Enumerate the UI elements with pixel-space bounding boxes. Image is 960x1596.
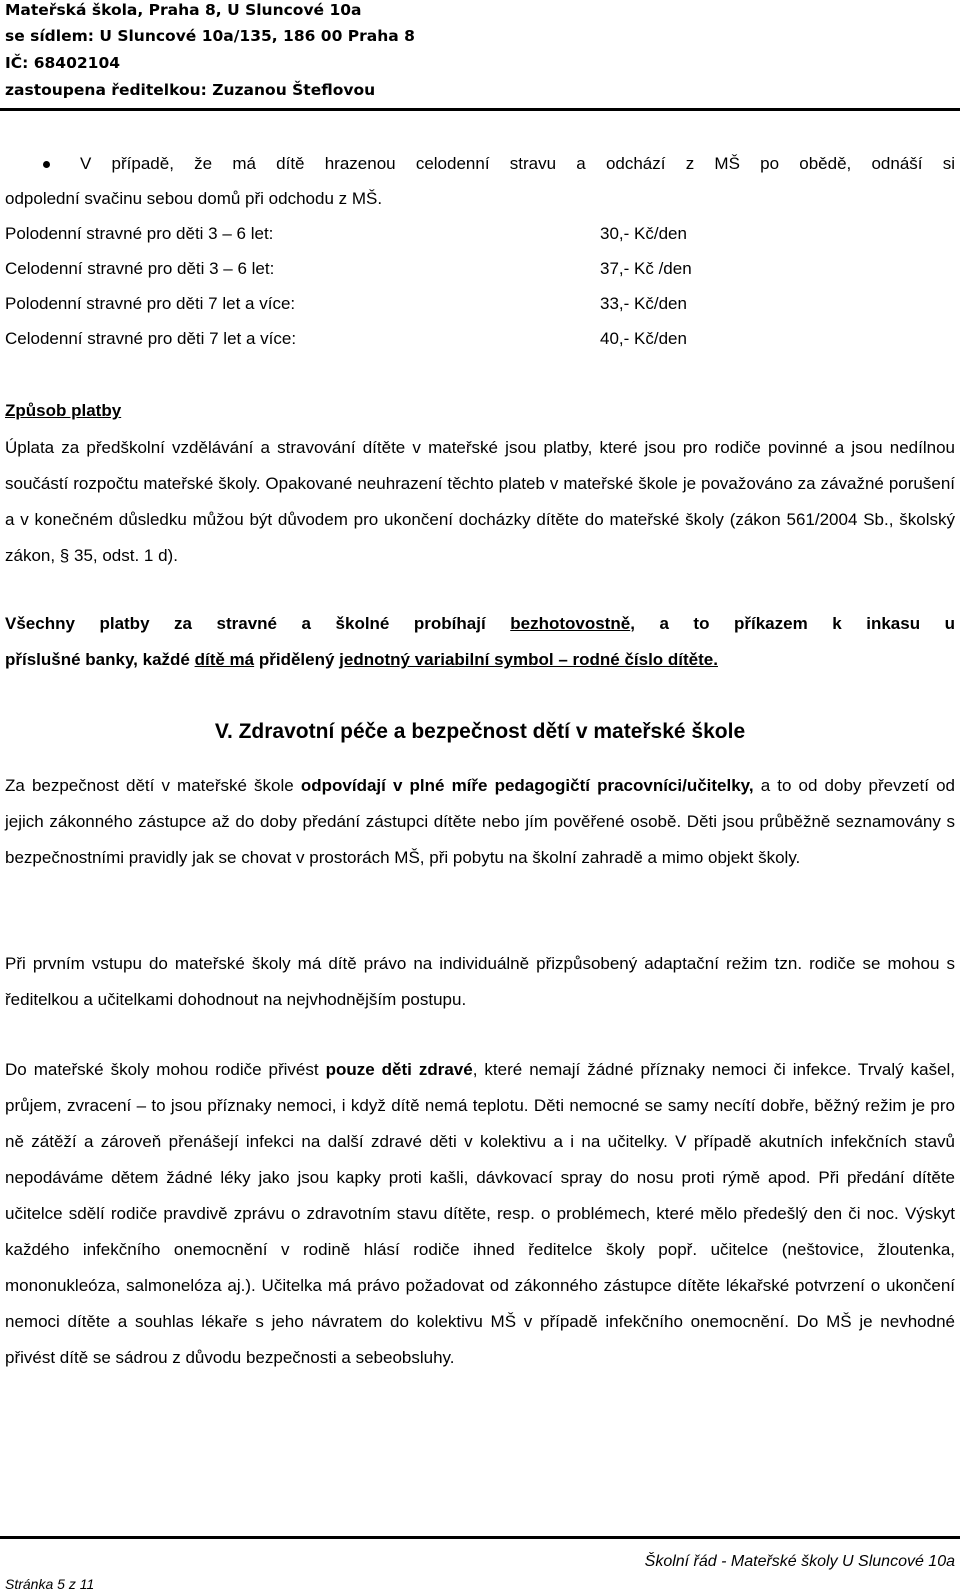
school-address: se sídlem: U Sluncové 10a/135, 186 00 Praha 8 — [5, 27, 415, 45]
bullet-dot-icon — [43, 161, 50, 168]
payment-all-line-1: Všechny platby za stravné a školné probíhají bezhotovostně, a to příkazem k inkasu u — [5, 614, 955, 633]
footer-page-number: Stránka 5 z 11 — [5, 1576, 95, 1592]
safety-paragraph: Za bezpečnost dětí v mateřské škole odpovídají v plné míře pedagogičtí pracovníci/učitelky, a to od doby převzetí od jejich zákonného zástupce až do doby předání zástupci dítěte nebo jím pověřené osobě. Děti jsou průběžně seznamovány s bezpečnostními pravidly jak se chovat v prostorách MŠ, při pobytu na školní zahradě a mimo objekt školy. — [5, 776, 956, 867]
header-divider — [0, 108, 960, 111]
footer-document-name: Školní řád - Mateřské školy U Sluncové 10a — [644, 1553, 955, 1570]
payment-heading: Způsob platby — [5, 401, 122, 420]
fee-value: 40,- Kč/den — [600, 329, 687, 348]
bullet-line-1: V případě, že má dítě hrazenou celodenní stravu a odchází z MŠ po obědě, odnáší si — [80, 154, 955, 173]
payment-paragraph: Úplata za předškolní vzdělávání a stravování dítěte v mateřské jsou platby, které jsou pro rodiče povinné a jsou nedílnou součástí rozpočtu mateřské školy. Opakované neuhrazení těchto plateb v mateřské škole je považováno za závažné porušení a v konečném důsledku můžou být důvodem pro ukončení docházky dítěte do mateřské školy (zákon 561/2004 Sb., školský zákon, § 35, odst. 1 d). — [5, 438, 955, 565]
footer-divider — [0, 1536, 960, 1539]
fee-value: 33,- Kč/den — [600, 294, 687, 313]
fee-label: Celodenní stravné pro děti 3 – 6 let: — [5, 259, 275, 278]
school-ico: IČ: 68402104 — [5, 54, 121, 72]
represented-by: zastoupena ředitelkou: Zuzanou Šteflovou — [5, 81, 376, 99]
school-name: Mateřská škola, Praha 8, U Slunc​ové 10a — [5, 1, 362, 19]
fee-label: Celodenní stravné pro děti 7 let a více: — [5, 329, 297, 348]
adaptation-paragraph: Při prvním vstupu do mateřské školy má dítě právo na individuálně přizpůsobený adaptační režim tzn. rodiče se mohou s ředitelkou a učitelkami dohodnout na nejvhodnějším postupu. — [5, 954, 955, 1009]
fee-label: Polodenní stravné pro děti 7 let a více: — [5, 294, 296, 313]
section-title: V. Zdravotní péče a bezpečnost dětí v mateřské škole — [214, 720, 746, 743]
fee-value: 37,- Kč /den — [600, 259, 692, 278]
fee-value: 30,- Kč/den — [600, 224, 687, 243]
bullet-line-2: odpolední svačinu sebou domů při odchodu z MŠ. — [5, 189, 383, 208]
fee-label: Polodenní stravné pro děti 3 – 6 let: — [5, 224, 274, 243]
health-paragraph: Do mateřské školy mohou rodiče přivést pouze děti zdravé, které nemají žádné příznaky nemoci či infekce. Trvalý kašel, průjem, zvracení – to jsou příznaky nemoci, i když dítě nemá teplotu. Děti nemocné se samy necítí dobře, běžný režim je pro ně zátěží a zároveň přenášejí infekci na další zdravé děti v kolektivu a i na učitelky. V případě akutních infekčních stavů nepodáváme dětem žádné léky jako jsou kapky proti kašli, dávkovací spray do nosu proti rýmě apod. Při předání dítěte učitelce sdělí rodiče pravdivě zprávu o zdravotním stavu dítěte, resp. o problémech, které mělo předešlý den či noc. Výskyt každého infekčního onemocnění v rodině hlásí rodiče ihned ředitelce školy popř. učitelce (neštovice, žloutenka, mononukleóza, salmonelóza aj.). Učitelka má právo požadovat od zákonného zástupce dítěte lékařské potvrzení o ukončení nemoci dítěte a souhlas lékaře s jeho návratem do kolektivu MŠ v případě infekčního onemocnění. Do MŠ je nevhodné přivést dítě se sádrou z důvodu bezpečnosti a sebeobsluhy. — [5, 1060, 956, 1367]
payment-all-line-2: příslušné banky, každé dítě má přidělený jednotný variabilní symbol – rodné číslo dítěte. — [5, 650, 718, 669]
